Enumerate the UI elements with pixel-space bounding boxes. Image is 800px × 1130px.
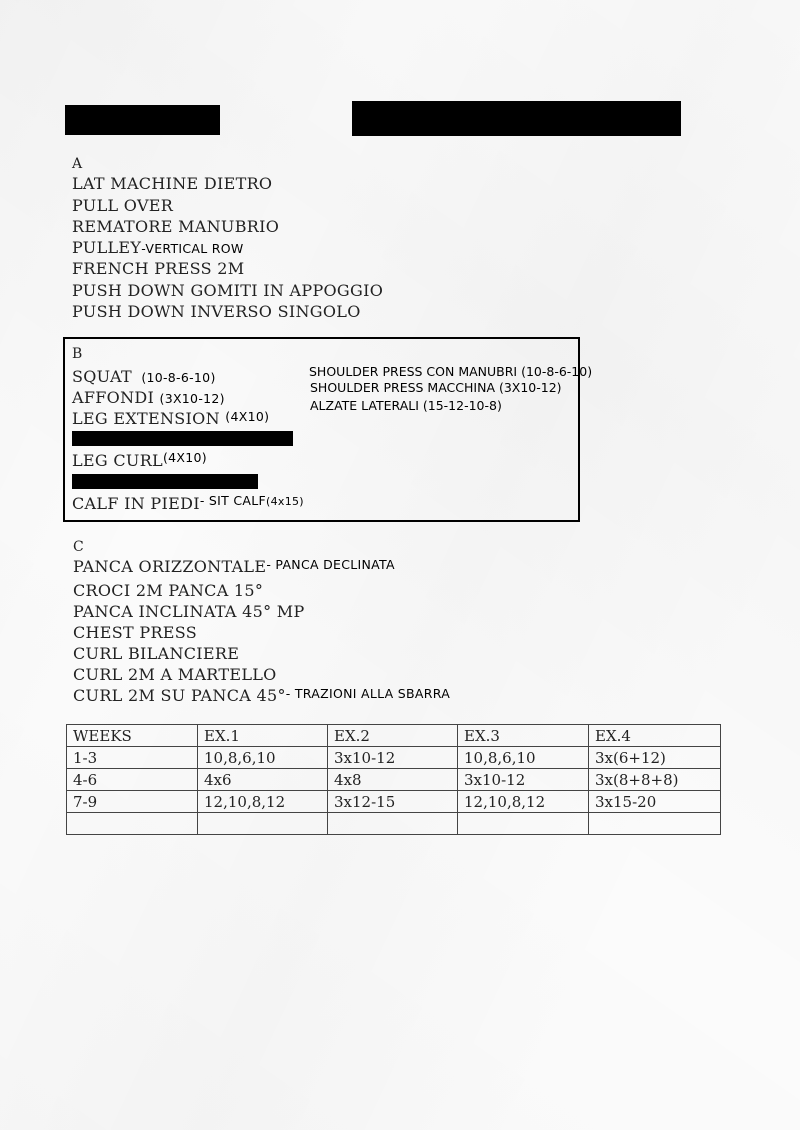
table-cell: 3x15-20 (589, 791, 721, 813)
panca-note: - PANCA DECLINATA (266, 557, 395, 572)
leg-curl-note: (4X10) (162, 450, 207, 465)
table-cell: 4-6 (67, 769, 198, 791)
pulley-label: PULLEY (72, 238, 142, 257)
table-header-cell: EX.1 (198, 725, 328, 747)
section-a-letter: A (72, 156, 83, 172)
table-cell: 10,8,6,10 (198, 747, 328, 769)
table-cell (458, 813, 589, 835)
table-cell: 4x8 (328, 769, 458, 791)
table-cell (328, 813, 458, 835)
table-header-cell: WEEKS (67, 725, 198, 747)
section-c-letter: C (73, 539, 85, 555)
redaction-bar-name (65, 105, 220, 135)
calf-sets: (4x15) (266, 495, 304, 508)
leg-curl-row (72, 451, 207, 470)
table-row (67, 769, 721, 791)
table-cell (67, 813, 198, 835)
leg-extension-note: (4X10) (225, 409, 270, 424)
table-cell (198, 813, 328, 835)
pulley-note: -VERTICAL ROW (141, 241, 244, 256)
table-cell: 7-9 (67, 791, 198, 813)
table-row-empty (67, 813, 721, 835)
table-cell: 1-3 (67, 747, 198, 769)
section-b-letter: B (72, 346, 83, 362)
section-a-item: PUSH DOWN INVERSO SINGOLO (72, 302, 361, 321)
shoulder-note: SHOULDER PRESS MACCHINA (3X10-12) (310, 380, 562, 395)
table-header-cell: EX.2 (328, 725, 458, 747)
table-cell: 4x6 (198, 769, 328, 791)
leg-curl-label: LEG CURL (72, 451, 163, 470)
section-c-item: CURL BILANCIERE (73, 644, 240, 663)
section-c-item: CURL 2M A MARTELLO (73, 665, 277, 684)
shoulder-note: ALZATE LATERALI (15-12-10-8) (310, 398, 502, 413)
table-cell: 10,8,6,10 (458, 747, 589, 769)
calf-label: CALF IN PIEDI (72, 494, 200, 513)
redaction-bar-title (352, 101, 681, 136)
table-cell (589, 813, 721, 835)
section-c-item: PANCA INCLINATA 45° MP (73, 602, 305, 621)
leg-extension-row (72, 409, 269, 428)
squat-label: SQUAT (72, 367, 132, 386)
section-a-item: FRENCH PRESS 2M (72, 259, 245, 278)
table-cell: 12,10,8,12 (198, 791, 328, 813)
affondi-row (72, 388, 225, 407)
table-header-row (67, 725, 721, 747)
table-cell: 3x(6+12) (589, 747, 721, 769)
affondi-note: (3X10-12) (159, 391, 225, 406)
section-a-item: PULL OVER (72, 196, 174, 215)
panca-label: PANCA ORIZZONTALE (73, 557, 267, 576)
squat-note: (10-8-6-10) (141, 370, 216, 385)
calf-note: - SIT CALF (199, 493, 266, 508)
squat-row (72, 367, 216, 386)
redaction-bar-b2 (72, 474, 258, 489)
curl-label: CURL 2M SU PANCA 45° (73, 686, 286, 705)
affondi-label: AFFONDI (72, 388, 155, 407)
shoulder-note: SHOULDER PRESS CON MANUBRI (10-8-6-10) (309, 364, 593, 379)
section-a-item-pulley (72, 238, 244, 257)
weeks-table (66, 724, 721, 835)
section-c-item-curl (73, 686, 450, 705)
table-cell: 3x10-12 (458, 769, 589, 791)
table-row (67, 747, 721, 769)
table-header-cell: EX.3 (458, 725, 589, 747)
table-cell: 3x12-15 (328, 791, 458, 813)
table-cell: 12,10,8,12 (458, 791, 589, 813)
table-row (67, 791, 721, 813)
section-a-item: LAT MACHINE DIETRO (72, 174, 273, 193)
section-a-item: PUSH DOWN GOMITI IN APPOGGIO (72, 281, 384, 300)
table-cell: 3x(8+8+8) (589, 769, 721, 791)
table-header-cell: EX.4 (589, 725, 721, 747)
section-c-item: CROCI 2M PANCA 15° (73, 581, 264, 600)
section-c-item-panca (73, 557, 395, 576)
leg-extension-label: LEG EXTENSION (72, 409, 220, 428)
section-c-item: CHEST PRESS (73, 623, 198, 642)
section-a-item: REMATORE MANUBRIO (72, 217, 280, 236)
table-cell: 3x10-12 (328, 747, 458, 769)
calf-row (72, 494, 304, 513)
redaction-bar-b1 (72, 431, 293, 446)
curl-note: - TRAZIONI ALLA SBARRA (285, 686, 451, 701)
